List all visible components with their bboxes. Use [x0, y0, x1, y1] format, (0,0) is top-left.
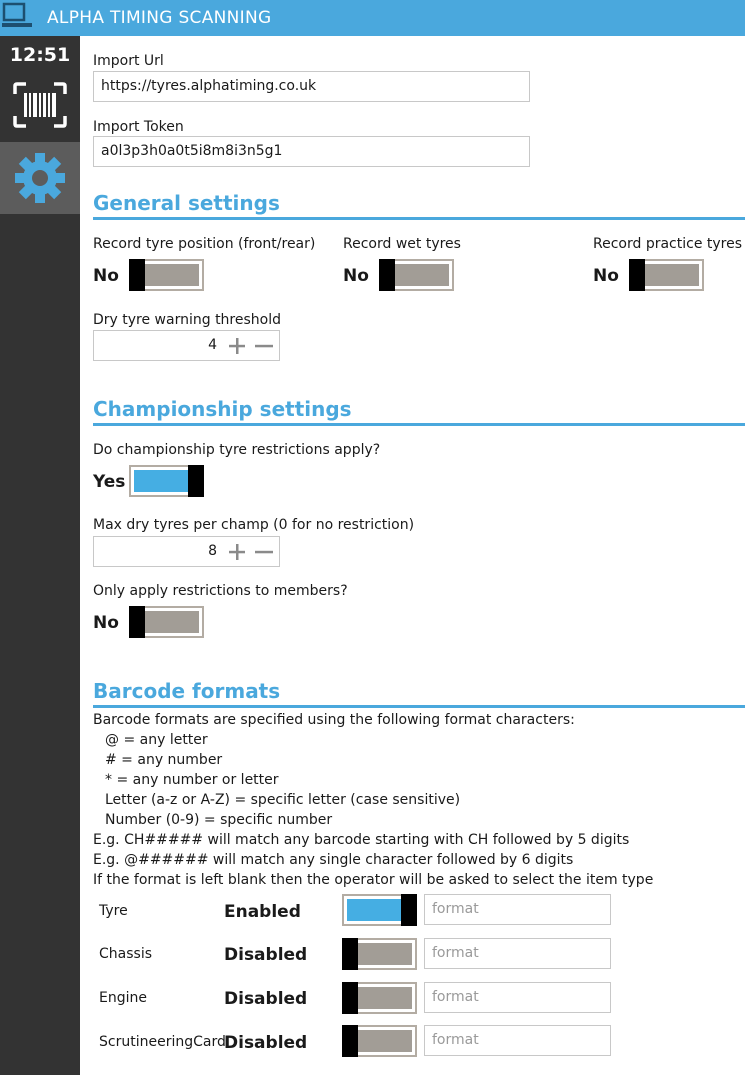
- barcode-formats-title: Barcode formats: [93, 679, 281, 703]
- title-bar: [0, 0, 745, 36]
- import-url-label: Import Url: [93, 53, 164, 69]
- general-settings-divider: [93, 217, 745, 220]
- sidebar: [0, 36, 80, 1075]
- barcode-format-input-scrutineering[interactable]: format: [424, 1025, 611, 1056]
- clock: 12:51: [9, 44, 71, 66]
- barcode-toggle-scrutineering[interactable]: [342, 1025, 417, 1057]
- barcode-row-status-scrutineering: Disabled: [224, 1033, 308, 1053]
- barcode-toggle-engine[interactable]: [342, 982, 417, 1014]
- max-dry-label: Max dry tyres per champ (0 for no restriction): [93, 517, 415, 533]
- barcode-row-status-chassis: Disabled: [224, 945, 308, 965]
- app-window-icon: [2, 2, 32, 32]
- dry-threshold-value: 4: [208, 337, 217, 353]
- wet-tyres-toggle[interactable]: [379, 259, 454, 291]
- max-dry-stepper[interactable]: [93, 536, 280, 567]
- nav-scan-button[interactable]: [0, 76, 80, 138]
- barcode-row-status-tyre: Enabled: [224, 902, 301, 922]
- practice-tyres-label: Record practice tyres: [593, 236, 743, 252]
- minus-icon[interactable]: [254, 336, 274, 356]
- general-settings-title: General settings: [93, 191, 280, 215]
- barcode-help-line: Number (0-9) = specific number: [105, 812, 333, 828]
- barcode-format-input-chassis[interactable]: format: [424, 938, 611, 969]
- barcode-format-input-tyre[interactable]: format: [424, 894, 611, 925]
- barcode-toggle-chassis[interactable]: [342, 938, 417, 970]
- barcode-help-line: * = any number or letter: [105, 772, 279, 788]
- plus-icon[interactable]: [227, 336, 247, 356]
- plus-icon[interactable]: [227, 542, 247, 562]
- members-only-toggle[interactable]: [129, 606, 204, 638]
- barcode-help-note: If the format is left blank then the operator will be asked to select the item type: [93, 872, 654, 888]
- barcode-help-line: @ = any letter: [105, 732, 208, 748]
- barcode-scan-icon: [13, 82, 67, 128]
- barcode-help-example: E.g. @###### will match any single character followed by 6 digits: [93, 852, 574, 868]
- max-dry-value: 8: [208, 543, 217, 559]
- barcode-row-name-tyre: Tyre: [99, 903, 128, 919]
- barcode-row-name-scrutineering: ScrutineeringCard: [99, 1034, 226, 1050]
- barcode-row-name-chassis: Chassis: [99, 946, 152, 962]
- import-token-input[interactable]: a0l3p3h0a0t5i8m8i3n5g1: [93, 136, 530, 167]
- barcode-help-line: Letter (a-z or A-Z) = specific letter (case sensitive): [105, 792, 461, 808]
- barcode-help-line: # = any number: [105, 752, 223, 768]
- barcode-row-status-engine: Disabled: [224, 989, 308, 1009]
- minus-icon[interactable]: [254, 542, 274, 562]
- barcode-help-example: E.g. CH##### will match any barcode starting with CH followed by 5 digits: [93, 832, 630, 848]
- restrictions-label: Do championship tyre restrictions apply?: [93, 442, 381, 458]
- members-only-state: No: [93, 613, 119, 633]
- app-title: ALPHA TIMING SCANNING: [47, 8, 272, 28]
- tyre-position-state: No: [93, 266, 119, 286]
- tyre-position-toggle[interactable]: [129, 259, 204, 291]
- practice-tyres-state: No: [593, 266, 619, 286]
- practice-tyres-toggle[interactable]: [629, 259, 704, 291]
- barcode-formats-divider: [93, 705, 745, 708]
- import-url-input[interactable]: https://tyres.alphatiming.co.uk: [93, 71, 530, 102]
- restrictions-state: Yes: [93, 472, 126, 492]
- dry-threshold-stepper[interactable]: [93, 330, 280, 361]
- championship-settings-divider: [93, 423, 745, 426]
- gear-icon: [14, 152, 66, 204]
- tyre-position-label: Record tyre position (front/rear): [93, 236, 316, 252]
- members-only-label: Only apply restrictions to members?: [93, 583, 348, 599]
- barcode-row-name-engine: Engine: [99, 990, 147, 1006]
- restrictions-toggle[interactable]: [129, 465, 204, 497]
- dry-threshold-label: Dry tyre warning threshold: [93, 312, 282, 328]
- import-token-label: Import Token: [93, 119, 184, 135]
- championship-settings-title: Championship settings: [93, 397, 352, 421]
- barcode-format-input-engine[interactable]: format: [424, 982, 611, 1013]
- wet-tyres-label: Record wet tyres: [343, 236, 461, 252]
- barcode-help-intro: Barcode formats are specified using the following format characters:: [93, 712, 575, 728]
- nav-settings-button[interactable]: [0, 142, 80, 214]
- wet-tyres-state: No: [343, 266, 369, 286]
- barcode-toggle-tyre[interactable]: [342, 894, 417, 926]
